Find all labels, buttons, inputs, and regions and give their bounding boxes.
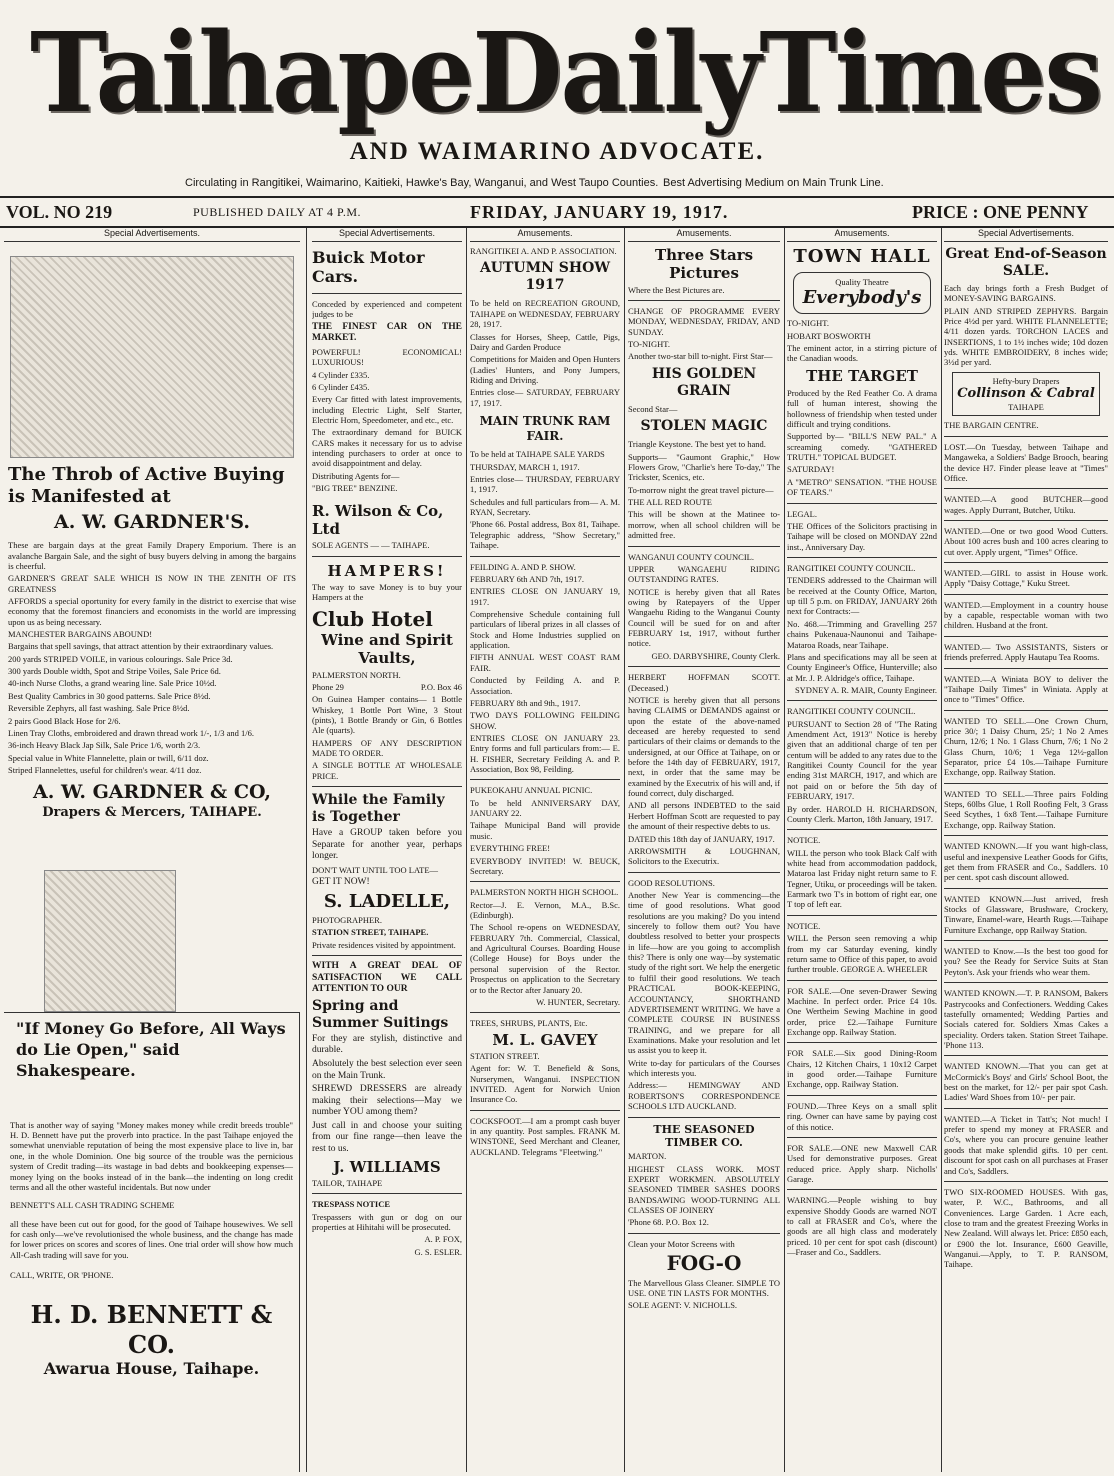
club-hotel-wholesale: A SINGLE BOTTLE AT WHOLESALE PRICE.: [312, 760, 462, 781]
picnic-free: EVERYTHING FREE!: [470, 843, 551, 854]
feilding-dates: FEBRUARY 6th AND 7th, 1917.: [470, 573, 584, 584]
blanket-illustration: [10, 256, 294, 458]
notice-headline-2: NOTICE.: [787, 920, 821, 931]
high-school-headline: PALMERSTON NORTH HIGH SCHOOL.: [470, 887, 619, 898]
separator: [628, 872, 780, 873]
column-4-header: Amusements.: [628, 228, 780, 242]
ram-fair-schedules: Schedules and full particulars from— A. M. RYAN, Secretary.: [470, 496, 620, 518]
classified-ad: LOST.—On Tuesday, between Taihape and Mangaweka, a Soldiers' Badge Brooch, bearing the device H7. Finder please leave at "Times" Office.: [944, 441, 1108, 483]
separator: [787, 503, 937, 504]
town-hall-metro: A "METRO" SENSATION. "THE HOUSE OF TEARS.": [787, 476, 937, 498]
published-line: PUBLISHED DAILY AT 4 P.M.: [193, 205, 361, 219]
separator: [787, 1189, 937, 1190]
high-school-details: The School re-opens on WEDNESDAY, FEBRUARY 7th. Commercial, Classical, and Agricultural Courses. Boarding House (College House) for Boys under the personal supervision of the Rector. Prospectus on application to the Secretary or to the Rector after January 20.: [470, 922, 620, 995]
notice-headline: NOTICE.: [787, 835, 821, 846]
county-contract: No. 468.—Trimming and Gravelling 257 chains Pukenaua-Naunonui and Taihape-Mataroa Roads, near Taihape.: [787, 618, 937, 650]
wilson-agents: SOLE AGENTS — — TAIHAPE.: [312, 540, 430, 551]
club-hotel-box: P.O. Box 46: [420, 681, 462, 692]
buick-para-6: Every Car fitted with latest improvements, including Electric Light, Self Starter, Electric Horn, Speedometer, and etc., etc.: [312, 394, 462, 426]
gardner-item: 300 yards Double width, Spot and Stripe Voiles, Sale Price 6d.: [8, 666, 221, 677]
classified-ad: WANTED KNOWN.—Just arrived, fresh Stocks of Glassware, Brushware, Crockery, Tinware, Enamel-ware, Hearth Rugs.—Taihape Furniture Exchange, opp Railway Station.: [944, 893, 1108, 935]
fogo-agent: SOLE AGENT: V. NICHOLLS.: [628, 1300, 738, 1311]
gardner-para-3: AFFORDS a special oportunity for every family in the district to exercise that wise economy that the foremost financiers and economists in the world are impressing upon us as being necessary.: [8, 595, 296, 627]
issue-price: PRICE : ONE PENNY: [912, 202, 1089, 222]
hampers-headline: HAMPERS!: [327, 561, 447, 580]
feilding-conducted: Conducted by Feilding A. and P. Association.: [470, 675, 620, 696]
three-stars-keystone: Triangle Keystone. The best yet to hand.: [628, 439, 766, 450]
separator: [470, 881, 620, 882]
gardner-name: A. W. GARDNER'S.: [54, 510, 250, 533]
separator: [944, 888, 1108, 889]
sale-items: PLAIN AND STRIPED ZEPHYRS. Bargain Price 4½d per yard. WHITE FLANNELETTE; 4/11 dozen yards. TORCHON LACES and INSERTIONS, 1 to 1½ inches wide; 10d dozen yds. WHITE EMBROIDERY, 8 inches wide; 3½d per yard.: [944, 305, 1108, 368]
autumn-show-entries: Entries close— SATURDAY, FEBRUARY 17, 1917.: [470, 387, 620, 408]
three-stars-route: THE ALL RED ROUTE: [628, 497, 712, 508]
town-hall-produced: Produced by the Red Feather Co. A drama full of human interest, showing the hollowness of friendship when tested under difficult and trying conditions.: [787, 387, 937, 430]
separator: [944, 940, 1108, 941]
club-hotel-name: Club Hotel: [312, 606, 433, 631]
sale-budget: Each day brings forth a Fresh Budget of MONEY-SAVING BARGAINS.: [944, 282, 1108, 304]
timber-town: MARTON.: [628, 1151, 667, 1162]
ram-fair-date: THURSDAY, MARCH 1, 1917.: [470, 461, 580, 472]
separator: [312, 786, 462, 787]
club-hotel-phone: Phone 29: [312, 681, 344, 692]
circulating-text: Circulating in Rangitikei, Waimarino, Kaitieki, Hawke's Bay, Wanganui, and West Taupo Counties.: [185, 177, 659, 189]
buick-price-6cyl: 6 Cylinder £435.: [312, 381, 370, 392]
gavey-name: M. L. GAVEY: [492, 1030, 598, 1049]
gardner-para-5: Bargains that spell savings, that attract attention by their extraordinary values.: [8, 641, 274, 652]
classified-ad: WANTED.—A Ticket in Tatt's; Not much! I prefer to spend my money at FRASER and Co's, where you can procure genuine leather goods that make splendid gifts. 10 per cent. discount for spot cash on all purchases at Fraser and Co's, Saddlers.: [944, 1113, 1108, 1176]
club-hotel-town: PALMERSTON NORTH.: [312, 669, 401, 680]
buick-para-8: Distributing Agents for—: [312, 470, 400, 481]
column-1: [4, 228, 300, 1472]
separator: [944, 982, 1108, 983]
bennett-footer-name: H. D. BENNETT & CO.: [30, 1300, 273, 1359]
lady-illustration: [44, 870, 176, 1012]
williams-headline: Spring and Summer Suitings: [312, 997, 449, 1031]
county-council-headline: RANGITIKEI COUNTY COUNCIL.: [787, 563, 916, 573]
timber-services: HIGHEST CLASS WORK. MOST EXPERT WORKMEN. ABSOLUTELY SEASONED TIMBER SASHES DOORS BANDSAWING WOOD-TURNING ALL CLASSES OF JOINERY: [628, 1163, 780, 1216]
county-plans: Plans and specifications may all be seen at County Engineer's Office, Hunterville; also at Mr. J. P. Aldridge's office, Taihape.: [787, 651, 937, 683]
gavey-headline: TREES, SHRUBS, PLANTS, Etc.: [470, 1018, 588, 1029]
gardner-footer-trade: Drapers & Mercers, TAIHAPE.: [42, 804, 262, 820]
separator: [787, 980, 937, 981]
classified-ads: [944, 442, 1108, 1270]
three-stars-first: Another two-star bill to-night. First Star—: [628, 351, 773, 362]
three-stars-tagline: Where the Best Pictures are.: [628, 284, 725, 295]
classified-ad: WANTED KNOWN.—T. P. RANSOM, Bakers Pastrycooks and Confectioners. Wedding Cakes tastefully ornamented; Wedding Parties and Socials catered for. Soldiers Xmas Cakes a speciality. Orders taken. Station Street Taihape. 'Phone 113.: [944, 988, 1108, 1050]
column-2-header: Special Advertisements.: [312, 228, 462, 242]
column-1-header: Special Advertisements.: [4, 228, 300, 242]
columns: [4, 228, 1110, 1472]
everybodys-logo: [793, 272, 931, 314]
wilson-name: R. Wilson & Co, Ltd: [312, 501, 444, 538]
club-hotel-hamper: On Guinea Hamper contains— 1 Bottle Whiskey, 1 Bottle Port Wine, 3 Stout (pints), 1 Bottle Brandy or Gin, 6 Bottles Ale (quarts).: [312, 694, 462, 736]
gardner-headline: The Throb of Active Buying is Manifested at: [8, 463, 285, 508]
gardner-item: Linen Tray Cloths, embroidered and drawn thread work 1/-, 1/3 and 1/6.: [8, 727, 254, 738]
separator: [787, 915, 937, 916]
separator: [944, 520, 1108, 521]
separator: [944, 636, 1108, 637]
bennett-para-1: That is another way of saying "Money makes money while credit breeds trouble" H. D. Bennett have put the proverb into practice. In the past Taihape enjoyed the somewhat unenviable reputation of being the most expensive place to live in, bar one, in the whole Dominion. One big source of the trouble was the pernicious system of Credit trading—its wastage in bad debts and bookkeeping expenses—money lying on the books instead of in the bank—the indenting on long credit terms and all the other wasteful incidentals. But now under: [10, 1119, 293, 1192]
trespass-signatory: A. P. FOX,: [424, 1234, 462, 1245]
picnic-date: To be held ANNIVERSARY DAY, JANUARY 22.: [470, 797, 620, 819]
feilding-schedule: Comprehensive Schedule containing full particulars of liberal prizes in all classes of Stock and Home Industries supplied on application.: [470, 609, 620, 651]
separator: [628, 300, 780, 301]
separator: [944, 562, 1108, 563]
ladelle-para-3: GET IT NOW!: [312, 877, 370, 888]
trespass-text: Trespassers with gun or dog on our properties at Hihitahi will be prosecuted.: [312, 1211, 462, 1232]
winstone-advert: COCKSFOOT.—I am a prompt cash buyer in any quantity. Post samples. FRANK M. WINSTONE, Seed Merchant and Cleaner, AUCKLAND. Telegrams "Fleetwing.": [470, 1115, 620, 1157]
feilding-entries: ENTRIES CLOSE ON JANUARY 19, 1917.: [470, 586, 620, 607]
ladelle-headline: While the Family is Together: [312, 792, 445, 826]
town-hall-supports: Supported by— "BILL'S NEW PAL." A screaming comedy. "GATHERED TRUTH." TOPICAL BUDGET.: [787, 431, 937, 463]
gavey-agency: Agent for: W. T. Benefield & Sons, Nurserymen, Wanganui. INSPECTION INVITED. Agent for Norwich Union Insurance Co.: [470, 1063, 620, 1105]
separator: [787, 1042, 937, 1043]
club-hotel-subtitle: Wine and Spirit Vaults,: [321, 630, 453, 668]
club-hotel-contact: [312, 682, 462, 692]
autumn-show-classes: Classes for Horses, Sheep, Cattle, Pigs, Dairy and Garden Produce: [470, 331, 620, 352]
ram-fair-entries: Entries close— THURSDAY, FEBRUARY 1, 1917.: [470, 474, 620, 495]
gardner-item: 2 pairs Good Black Hose for 2/6.: [8, 715, 121, 726]
issue-date: FRIDAY, JANUARY 19, 1917.: [470, 202, 729, 222]
ram-fair-venue: To be held at TAIHAPE SALE YARDS: [470, 449, 605, 460]
williams-para-1: For they are stylish, distinctive and durable.: [312, 1033, 462, 1056]
separator: [944, 1181, 1108, 1182]
fogo-intro: Clean your Motor Screens with: [628, 1238, 735, 1249]
dateline: [0, 196, 1114, 228]
williams-trade: TAILOR, TAIHAPE: [312, 1177, 383, 1188]
scott-dated: DATED this 18th day of JANUARY, 1917.: [628, 833, 775, 844]
buick-para-7: The extraordinary demand for BUICK CARS makes it necessary for us to advise intending purchasers to order at once to avoid disappointment and delay.: [312, 427, 462, 469]
ladelle-address: STATION STREET, TAIHAPE.: [312, 927, 429, 938]
classified-ad: WANTED.— Two ASSISTANTS, Sisters or friends preferred. Apply Hautapu Tea Rooms.: [944, 641, 1108, 663]
logo-drapers: Hefty-bury Drapers: [992, 375, 1060, 386]
separator: [628, 546, 780, 547]
column-rule: [466, 228, 467, 1472]
notice-calf: WILL the person who took Black Calf with white head from accommodation paddock, Mataroa last Friday night return same to F. Tegner, Utiku, or proceedings will be taken. Earmark two T's in bottom of right ear, one T top of left ear.: [787, 847, 937, 910]
ram-fair-title: MAIN TRUNK RAM FAIR.: [479, 414, 611, 443]
classified-ad: WANTED.—One or two good Wood Cutters. About 100 acres bush and 100 acres clearing to cut over. Apply urgent, "Times" Office.: [944, 525, 1108, 557]
williams-name: J. WILLIAMS: [333, 1157, 441, 1176]
gardner-para-4: MANCHESTER BARGAINS ABOUND!: [8, 629, 153, 640]
film-title-1: HIS GOLDEN GRAIN: [651, 365, 757, 399]
separator: [787, 1095, 937, 1096]
legal-notice: THE Offices of the Solicitors practising in Taihape will be closed on MONDAY 22nd inst., Anniversary Day.: [787, 520, 937, 552]
gavey-street: STATION STREET.: [470, 1050, 540, 1061]
autumn-show-competitions: Competitions for Maiden and Open Hunters (Ladies' Hunters, and Pony Jumpers, Riding and Driving.: [470, 354, 620, 385]
three-stars-headline: Three Stars Pictures: [654, 245, 754, 283]
ladelle-visits: Private residences visited by appointment.: [312, 939, 456, 950]
column-rule: [306, 228, 307, 1472]
separator: [628, 666, 780, 667]
trespass-headline: TRESPASS NOTICE: [312, 1199, 391, 1210]
town-hall-tonight: TO-NIGHT.: [787, 318, 829, 329]
separator: [628, 1117, 780, 1118]
williams-para-4: Just call in and choose your suiting from our fine range—then leave the rest to us.: [312, 1120, 462, 1155]
separator: [312, 556, 462, 557]
gardner-footer-name: A. W. GARDNER & CO,: [32, 781, 271, 804]
classified-ad: WANTED TO SELL.—Three pairs Folding Steps, 60lbs Glue, 1 Roll Roofing Felt, 3 Grass Seed Scythes, 1 6x8 Tent.—Taihape Furniture Exchange, opp. Railway Station.: [944, 788, 1108, 830]
gardner-item: 200 yards STRIPED VOILE, in various colourings. Sale Price 3d.: [8, 653, 233, 664]
bargain-centre: THE BARGAIN CENTRE.: [944, 420, 1039, 431]
three-stars-supports: Supports— "Gaumont Graphic," How Flowers Grow, "Charlie's here To-day," The Trickster, Scenics, etc.: [628, 451, 780, 483]
separator: [944, 835, 1108, 836]
separator: [470, 1110, 620, 1111]
column-5-header: Amusements.: [787, 228, 937, 242]
column-3-header: Amusements.: [470, 228, 620, 242]
masthead-word-2: Daily: [472, 7, 760, 137]
hampers-intro: The way to save Money is to buy your Hampers at the: [312, 581, 462, 603]
warning-shoddy-goods: WARNING.—People wishing to buy expensive Shoddy Goods are warned NOT to call at FRASER and Co's, where the goods are all high class and moderately priced. 10 per cent for spot cash (discount)—Fraser and Co., Saddlers.: [787, 1195, 937, 1258]
masthead: [0, 0, 1114, 200]
resolutions-text: Another New Year is commencing—the time of good resolutions. What good resolutions are you making? Do you intend sincerely to follow them out? You have doubtless resolved to better your prospects in life—how are you going to accomplish this? There is only one way—by systematic study of the right sort. We help the energetic to fulfil their good resolutions. We teach PRACTICAL BOOK-KEEPING, ACCOUNTANCY, SHORTHAND ADVERTISEMENT WRITING. We have a COMPLETE COURSE IN BUSINESS TRAINING, and we prepare for all Examinations. Make your resolution and let us assist you to keep it.: [628, 889, 780, 1056]
county-council-headline-2: RANGITIKEI COUNTY COUNCIL.: [787, 706, 916, 717]
wanganui-headline: WANGANUI COUNTY COUNCIL.: [628, 551, 754, 562]
buick-price-4cyl: 4 Cylinder £335.: [312, 369, 370, 380]
resolutions-write: Write to-day for particulars of the Courses which interests you.: [628, 1057, 780, 1079]
town-hall-actor: HOBART BOSWORTH: [787, 330, 871, 341]
logo-town: TAIHAPE: [1008, 402, 1044, 413]
column-6: [944, 228, 1108, 1472]
bennett-para-3: all these have been cut out for good, for the good of Taihape housewives. We sell for cash only—we've revolutionised the whole business, and the change has made for lower prices on scores and scores of lines. One trial order will show how much All-Cash trading will save for you.: [10, 1218, 293, 1260]
separator: [312, 955, 462, 956]
classified-ad: TWO SIX-ROOMED HOUSES. With gas, water, P. W.C., Bathrooms, and all Conveniences. Large Garden. 1 Acre each, close to tram and the greatest Freezing Works in New Zealand. Will always let. Price: £850 each, or £900 the lot. Insurance, £600 Geaville, Wanganui.—Apply, to T. P. RANSOM, Taihape.: [944, 1186, 1108, 1270]
legal-headline: LEGAL.: [787, 508, 817, 519]
buick-para-1: Conceded by experienced and competent judges to be: [312, 299, 462, 320]
bennett-footer-address: Awarua House, Taihape.: [43, 1358, 260, 1378]
feilding-ram-entries: ENTRIES CLOSE ON JANUARY 23. Entry forms and full particulars from:— E. H. FISHER, Secretary Feilding A. and P. Association, Box 98, Feilding.: [470, 732, 620, 775]
resolutions-address: Address:— HEMINGWAY AND ROBERTSON'S CORRESPONDENCE SCHOOLS LTD AUCKLAND.: [628, 1080, 780, 1112]
separator: [944, 1108, 1108, 1109]
found-keys: FOUND.—Three Keys on a small split ring. Owner can have same by paying cost of this notice.: [787, 1100, 937, 1132]
high-school-secretary: W. HUNTER, Secretary.: [536, 996, 620, 1007]
timber-contact: 'Phone 68. P.O. Box 12.: [628, 1217, 709, 1228]
bennett-headline: "If Money Go Before, All Ways do Lie Open," said Shakespeare.: [16, 1019, 286, 1080]
notice-whip: WILL the Person seen removing a whip from my car Saturday evening, kindly return same to Office of this paper, to avoid further trouble. GEORGE A. WHEELER: [787, 933, 937, 975]
wanganui-subhead: UPPER WANGAEHU RIDING OUTSTANDING RATES.: [628, 563, 780, 585]
end-of-season-sale-headline: Great End-of-Season SALE.: [945, 245, 1107, 280]
circulation-line: [185, 177, 1085, 189]
wanganui-clerk: GEO. DARBYSHIRE, County Clerk.: [651, 650, 780, 661]
williams-intro: WITH A GREAT DEAL OF SATISFACTION WE CALL ATTENTION TO OUR: [312, 960, 462, 995]
film-title-target: THE TARGET: [806, 366, 918, 385]
separator: [787, 700, 937, 701]
collinson-cabral-logo: [952, 372, 1100, 417]
resolutions-headline: GOOD RESOLUTIONS.: [628, 877, 715, 888]
separator: [944, 668, 1108, 669]
ladelle-name: S. LADELLE,: [323, 890, 451, 912]
classified-ad: WANTED to Know.—Is the best too good for you? See the Ready for Service Suits at Stan Peyton's. Ask your friends who wear them.: [944, 946, 1108, 977]
feilding-following: TWO DAYS FOLLOWING FEILDING SHOW.: [470, 710, 620, 731]
three-stars-programme: CHANGE OF PROGRAMME EVERY MONDAY, WEDNESDAY, FRIDAY, AND SUNDAY.: [628, 305, 780, 337]
separator: [312, 1193, 462, 1194]
williams-para-2: Absolutely the best selection ever seen on the Main Trunk.: [312, 1059, 462, 1081]
autumn-show-title: AUTUMN SHOW 1917: [479, 260, 611, 294]
autumn-show-venue: To be held on RECREATION GROUND, TAIHAPE on WEDNESDAY, FEBRUARY 28, 1917.: [470, 298, 620, 330]
williams-para-3: SHREWD DRESSERS are already making their selections—May we number YOU among them?: [312, 1084, 462, 1118]
county-engineer: SYDNEY A. R. MAIR, County Engineer.: [794, 684, 937, 695]
ladelle-para-2: DON'T WAIT UNTIL TOO LATE—: [312, 864, 439, 875]
column-6-header: Special Advertisements.: [944, 228, 1108, 242]
buick-para-9: "BIG TREE" BENZINE.: [312, 483, 398, 494]
high-school-rector: Rector—J. E. Vernon, M.A., B.Sc. (Edinburgh).: [470, 899, 620, 920]
separator: [944, 783, 1108, 784]
ram-fair-contact: 'Phone 66. Postal address, Box 81, Taihape. Telegraphic address, "Show Secretary," Taihape.: [470, 519, 620, 551]
ladelle-trade: PHOTOGRAPHER.: [312, 914, 382, 925]
scott-solicitors: ARROWSMITH & LOUGHNAN, Solicitors to the Executrix.: [628, 845, 780, 867]
classified-ad: WANTED.—GIRL to assist in House work. Apply "Daisy Cottage," Kuku Street.: [944, 568, 1108, 589]
volume-number: VOL. NO 219: [6, 202, 113, 222]
three-stars-tonight: TO-NIGHT.: [628, 339, 670, 349]
county-tenders: TENDERS addressed to the Chairman will be received at the County Office, Marton, up till 5 p.m. on FRIDAY, JANUARY 26th next for Contracts:—: [787, 575, 937, 617]
separator: [470, 1012, 620, 1013]
scott-notice-1: NOTICE is hereby given that all persons having CLAIMS or DEMANDS against or upon the estate of the above-named deceased are hereby requested to send particulars of their claims or demands to the undersigned, at our Office at Taihape, on or before the 14th day of FEBRUARY, 1917, next, in order that the same may be examined by the Executrix of his will and, if found correct, duly discharged.: [628, 694, 780, 799]
picnic-band: Taihape Municipal Band will provide music.: [470, 820, 620, 841]
masthead-title: [30, 7, 1101, 137]
picnic-invited: EVERYBODY INVITED! W. BEUCK, Secretary.: [470, 855, 620, 876]
gardner-item: 40-inch Nurse Cloths, a grand wearing line. Sale Price 10½d.: [8, 678, 217, 689]
timber-headline: THE SEASONED TIMBER CO.: [653, 1122, 755, 1149]
scott-headline: HERBERT HOFFMAN SCOTT. (Deceased.): [628, 672, 780, 693]
gardner-para-2: GARDNER'S GREAT SALE WHICH IS NOW IN THE ZENITH OF ITS GREATNESS: [8, 573, 296, 594]
separator: [787, 1137, 937, 1138]
separator: [470, 556, 620, 557]
classified-ad: WANTED.—A Winiata BOY to deliver the "Taihape Daily Times" in Winiata. Apply at once to "Times" Office.: [944, 673, 1108, 705]
column-2: [312, 228, 462, 1472]
feilding-ram-dates: FEBRUARY 8th and 9th., 1917.: [470, 697, 581, 708]
county-rating-notice: PURSUANT to Section 28 of "The Rating Amendment Act, 1913" Notice is hereby given that an additional charge of ten per centum will be added to any rates due to the Rangitikei County Council for the year ending 31st MARCH, 1917, and which are not paid on or before the 5th day of FEBRUARY, 1917.: [787, 718, 937, 802]
buick-para-2: THE FINEST CAR ON THE MARKET.: [312, 321, 462, 344]
separator: [787, 557, 937, 558]
classified-ad: WANTED KNOWN.—That you can get at McCormick's Boys' and Girls' School Boot, the best on the market, for 12/- per pair spot Cash. Ladies' Ward Shoes from 10/- per pair.: [944, 1061, 1108, 1103]
masthead-word-1: Taihape: [30, 7, 473, 137]
town-hall-headline: TOWN HALL: [793, 245, 931, 267]
for-sale-chairs: FOR SALE.—Six good Dining-Room Chairs, 12 Kitchen Chairs, 1 10x12 Carpet in good order.—Taihape Furniture Exchange, opp. Railway Station.: [787, 1048, 937, 1090]
gardner-item: Reversible Zephyrs, all fast washing. Sale Price 8½d.: [8, 703, 190, 714]
masthead-subtitle: AND WAIMARINO ADVOCATE.: [349, 138, 765, 165]
for-sale-sewing-machine: FOR SALE.—One seven-Drawer Sewing Machine. In perfect order. Price £4 10s. One Wertheim Sewing Machine in good order, price £2.—Taihape Furniture Exchange opp. Railway Station.: [787, 985, 937, 1038]
bennett-advert: [4, 1012, 300, 1472]
separator: [787, 829, 937, 830]
gardner-item: 36-inch Heavy Black Jap Silk, Sale Price 1/6, worth 2/3.: [8, 740, 201, 751]
separator: [944, 710, 1108, 711]
club-hotel-orders: HAMPERS OF ANY DESCRIPTION MADE TO ORDER.: [312, 737, 462, 759]
for-sale-maxwell-car: FOR SALE.—ONE new Maxwell CAR Used for demonstrative purposes. Great reduced price. Apply sharp. Nicholls' Garage.: [787, 1142, 937, 1184]
column-rule: [784, 228, 785, 1472]
feilding-headline: FEILDING A. AND P. SHOW.: [470, 561, 576, 572]
town-hall-saturday: SATURDAY!: [787, 464, 835, 475]
bennett-para-2: BENNETT'S ALL CASH TRADING SCHEME: [10, 1200, 175, 1211]
trespass-signatory: G. S. ESLER.: [414, 1246, 462, 1257]
classified-ad: WANTED.—Employment in a country house by a capable, respectable woman with two children. Husband at the front.: [944, 599, 1108, 631]
gardner-item: Best Quality Cambrics in 30 good patterns. Sale Price 8½d.: [8, 690, 211, 701]
scott-notice-2: AND all persons INDEBTED to the said Herbert Hoffman Scott are requested to pay the amount of their respective debts to us.: [628, 800, 780, 832]
masthead-word-3: Times: [759, 7, 1101, 137]
three-stars-tomorrow: To-morrow night the great travel picture—: [628, 484, 774, 495]
bennett-para-4: CALL, WRITE, OR 'PHONE.: [10, 1270, 114, 1281]
county-clerk: By order. HAROLD H. RICHARDSON, County Clerk. Marton, 18th January, 1917.: [787, 803, 937, 824]
column-rule: [941, 228, 942, 1472]
fogo-headline: FOG-O: [666, 1251, 742, 1276]
column-rule: [624, 228, 625, 1472]
ladelle-para-1: Have a GROUP taken before you Separate for another year, perhaps longer.: [312, 828, 462, 862]
film-title-2: STOLEN MAGIC: [640, 418, 768, 435]
gardner-para-1: These are bargain days at the great Family Drapery Emporium. There is an avalanche Bargain Sale, and the sight of busy buyers delving in among the bargains is cheerful.: [8, 540, 296, 571]
gardner-item: Striped Flannelettes, useful for children's wear. 4/11 doz.: [8, 764, 202, 775]
feilding-ram-fair: FIFTH ANNUAL WEST COAST RAM FAIR.: [470, 652, 620, 673]
separator: [628, 1233, 780, 1234]
town-hall-picture: The eminent actor, in a stirring picture of the Canadian woods.: [787, 342, 937, 364]
separator: [944, 436, 1108, 437]
classified-ad: WANTED TO SELL.—One Crown Churn, price 30/; 1 Daisy Churn, 25/; 1 No 2 Ames Churn, 12/6; 1 No. 1 Glass Churn, 7/6; 1 No 2 Glass Churn, 10/6; 1 Vega 12½-gallon Separator, price £4 10s.—Taihape Furniture Exchange, opp. Railway Station.: [944, 715, 1108, 778]
classified-ad: WANTED.—A good BUTCHER—good wages. Apply Durrant, Butcher, Utiku.: [944, 494, 1108, 515]
separator: [944, 488, 1108, 489]
picnic-headline: PUKEOKAHU ANNUAL PICNIC.: [470, 785, 593, 796]
fogo-description: The Marvellous Glass Cleaner. SIMPLE TO USE. ONE TIN LASTS FOR MONTHS.: [628, 1277, 780, 1298]
separator: [944, 1055, 1108, 1056]
everybodys-logo-name: Everybody's: [802, 287, 922, 309]
gardner-item: Special value in White Flannelette, plain or twill, 6/11 doz.: [8, 752, 209, 763]
separator: [312, 293, 462, 294]
classified-ad: WANTED KNOWN.—If you want high-class, useful and inexpensive Leather Goods for Gifts, get them from FRASER and Co., Saddlers. 10 per cent. spot cash discount allowed.: [944, 841, 1108, 883]
separator: [470, 779, 620, 780]
three-stars-matinee: This will be shown at the Matinee to-morrow, when all school children will be admitted free.: [628, 509, 780, 541]
wanganui-notice: NOTICE is hereby given that all Rates owing by Ratepayers of the Upper Wangaehu Riding to the Wanganui County Council will be sued for on and after FEBRUARY 1st, 1917, without further notice.: [628, 586, 780, 649]
three-stars-second: Second Star—: [628, 403, 678, 414]
rangitikei-assoc: RANGITIKEI A. AND P. ASSOCIATION.: [470, 245, 617, 256]
column-3: [470, 228, 620, 1472]
column-5: [787, 228, 937, 1472]
column-4: [628, 228, 780, 1472]
separator: [944, 594, 1108, 595]
everybodys-logo-top: Quality Theatre: [835, 276, 889, 287]
advertising-text: Best Advertising Medium on Main Trunk Line.: [663, 177, 884, 189]
buick-para-3: POWERFUL! ECONOMICAL! LUXURIOUS!: [312, 346, 462, 368]
logo-name: Collinson & Cabral: [957, 386, 1095, 402]
buick-headline: Buick Motor Cars.: [312, 247, 425, 287]
